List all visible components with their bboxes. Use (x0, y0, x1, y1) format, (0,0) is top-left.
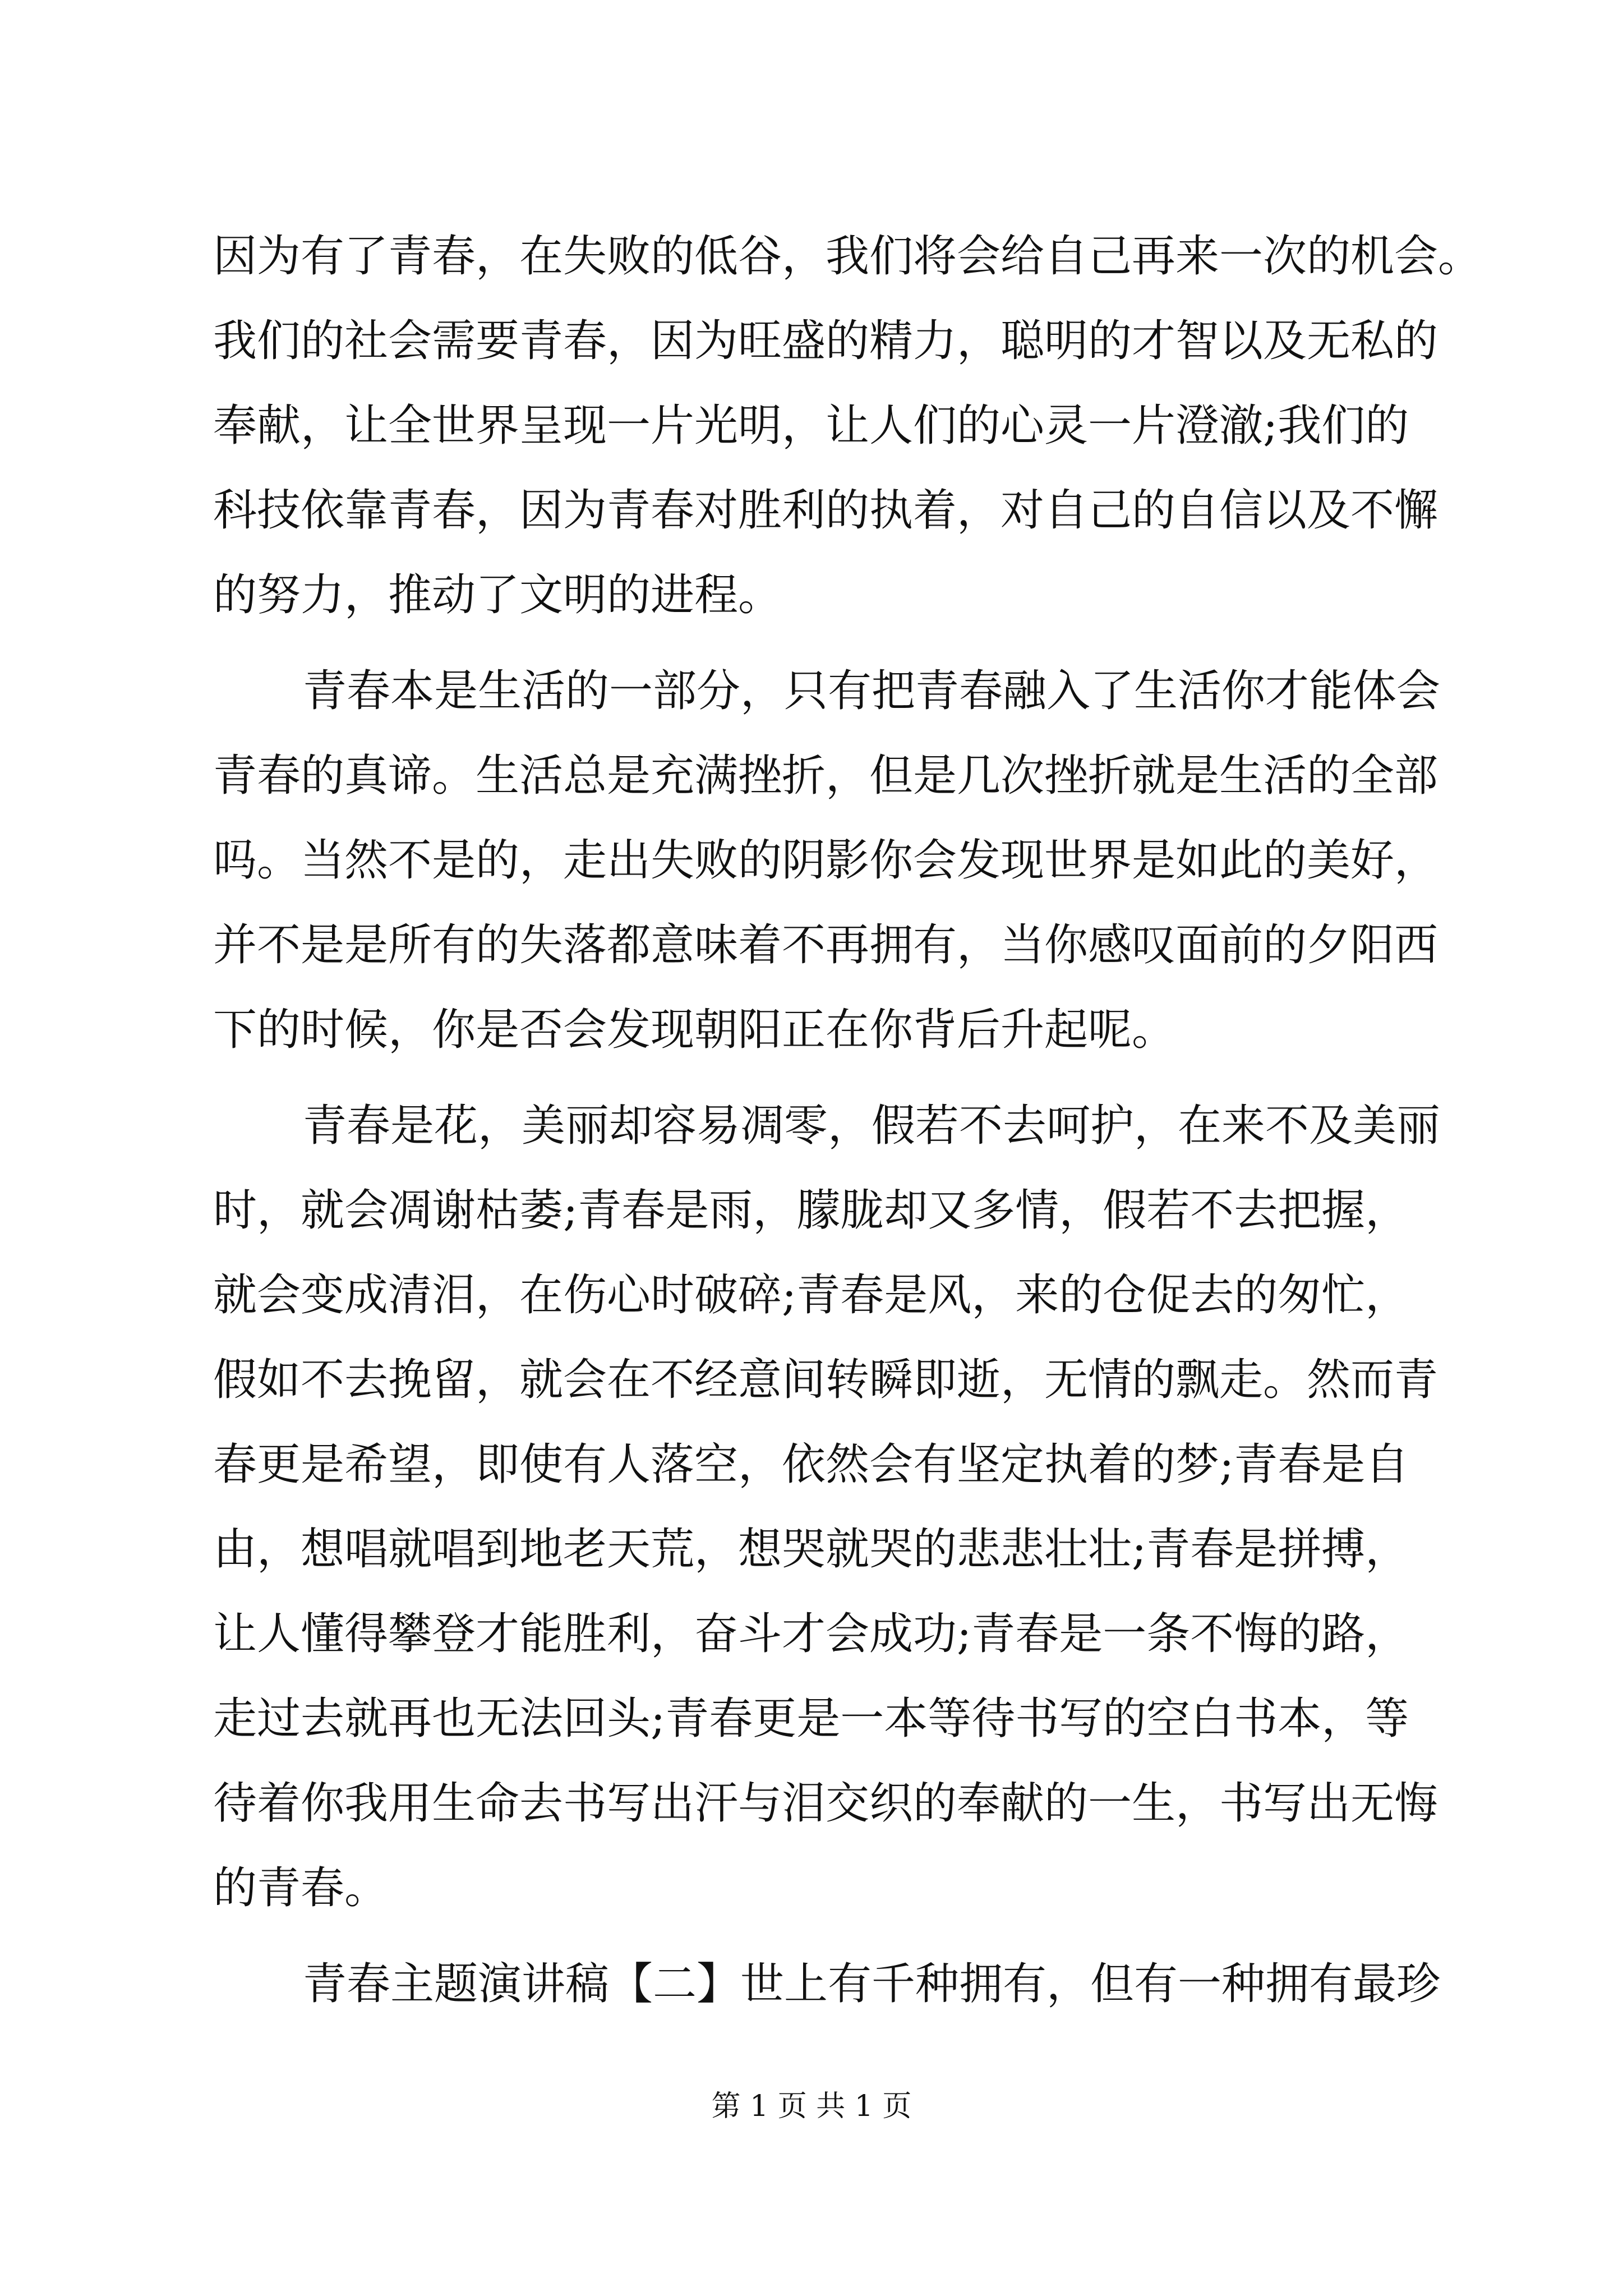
text-line: 春更是希望，即使有人落空，依然会有坚定执着的梦;青春是自 (213, 1439, 1409, 1490)
text-line: 并不是是所有的失落都意味着不再拥有，当你感叹面前的夕阳西 (213, 920, 1438, 970)
paragraph-first-line: 青春本是生活的一部分，只有把青春融入了生活你才能体会 (303, 666, 1441, 716)
text-line: 的青春。 (213, 1863, 389, 1913)
text-line: 的努力，推动了文明的进程。 (213, 570, 782, 620)
text-line: 假如不去挽留，就会在不经意间转瞬即逝，无情的飘走。然而青 (213, 1355, 1438, 1405)
text-line: 就会变成清泪，在伤心时破碎;青春是风，来的仓促去的匆忙， (213, 1270, 1409, 1320)
text-line: 待着你我用生命去书写出汗与泪交织的奉献的一生，书写出无悔 (213, 1778, 1438, 1829)
text-line: 让人懂得攀登才能胜利，奋斗才会成功;青春是一条不悔的路， (213, 1609, 1409, 1659)
text-line: 下的时候，你是否会发现朝阳正在你背后升起呢。 (213, 1005, 1176, 1055)
page-footer (0, 2087, 1623, 2126)
text-line: 奉献，让全世界呈现一片光明，让人们的心灵一片澄澈;我们的 (213, 401, 1409, 451)
text-line: 因为有了青春，在失败的低谷，我们将会给自己再来一次的机会。 (213, 231, 1482, 282)
text-line: 我们的社会需要青春，因为旺盛的精力，聪明的才智以及无私的 (213, 316, 1438, 366)
page-number-label: 第 1 页 共 1 页 (711, 2090, 912, 2123)
document-body (213, 214, 1482, 2027)
paragraph-first-line: 青春是花，美丽却容易凋零，假若不去呵护，在来不及美丽 (303, 1101, 1441, 1151)
text-line: 科技依靠青春，因为青春对胜利的执着，对自己的自信以及不懈 (213, 485, 1438, 536)
text-line: 吗。当然不是的，走出失败的阴影你会发现世界是如此的美好， (213, 835, 1438, 886)
text-line: 青春的真谛。生活总是充满挫折，但是几次挫折就是生活的全部 (213, 751, 1438, 801)
text-line: 走过去就再也无法回头;青春更是一本等待书写的空白书本，等 (213, 1694, 1409, 1744)
text-line: 由，想唱就唱到地老天荒，想哭就哭的悲悲壮壮;青春是拼搏， (213, 1524, 1409, 1575)
text-line: 时，就会凋谢枯萎;青春是雨，朦胧却又多情，假若不去把握， (213, 1185, 1409, 1236)
paragraph-first-line: 青春主题演讲稿【二】世上有千种拥有，但有一种拥有最珍 (303, 1959, 1441, 2009)
